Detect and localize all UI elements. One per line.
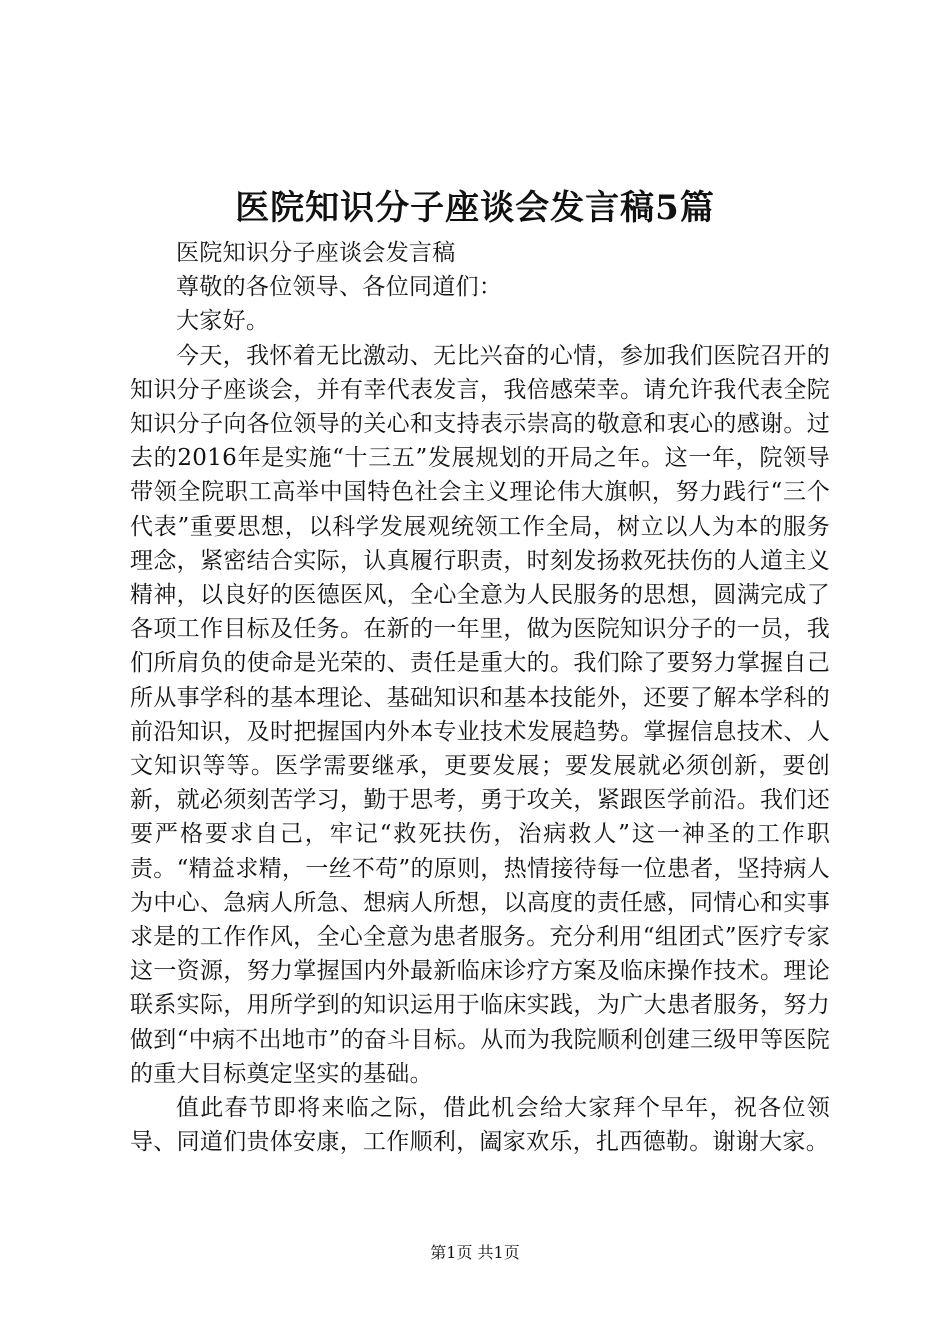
document-title: 医院知识分子座谈会发言稿5篇 (235, 188, 715, 228)
paragraph-salutation: 尊敬的各位领导、各位同道们： (176, 274, 503, 301)
paragraph-greeting: 大家好。 (176, 308, 270, 335)
paragraph-closing: 值此春节即将来临之际，借此机会给大家拜个早年，祝各位领导、同道们贵体安康，工作顺利，阖家欢乐，扎西德勒。谢谢大家。 (130, 1095, 830, 1156)
paragraph-subtitle: 医院知识分子座谈会发言稿 (176, 240, 456, 266)
page-footer: 第1页 共1页 (430, 1243, 520, 1262)
paragraph-main: 今天，我怀着无比激动、无比兴奋的心情，参加我们医院召开的知识分子座谈会，并有幸代表发言，我倍感荣幸。请允许我代表全院知识分子向各位领导的关心和支持表示崇高的敬意和衷心的感谢。过去的2016年是实施“十三五”发展规划的开局之年。这一年，院领导带领全院职工高举中国特色社会主义理论伟大旗帜，努力践行“三个代表”重要思想，以科学发展观统领工作全局，树立以人为本的服务理念，紧密结合实际，认真履行职责，时刻发扬救死扶伤的人道主义精神，以良好的医德医风，全心全意为人民服务的思想，圆满完成了各项工作目标及任务。在新的一年里，做为医院知识分子的一员，我们所肩负的使命是光荣的、责任是重大的。我们除了要努力掌握自己所从事学科的基本理论、基础知识和基本技能外，还要了解本学科的前沿知识，及时把握国内外本专业技术发展趋势。掌握信息技术、人文知识等等。医学需要继承，更要发展；要发展就必须创新，要创新，就必须刻苦学习，勤于思考，勇于攻关，紧跟医学前沿。我们还要严格要求自己，牢记“救死扶伤，治病救人”这一神圣的工作职责。“精益求精，一丝不苟”的原则，热情接待每一位患者，坚持病人为中心、急病人所急、想病人所想，以高度的责任感，同情心和实事求是的工作作风，全心全意为患者服务。充分利用“组团式”医疗专家这一资源，努力掌握国内外最新临床诊疗方案及临床操作技术。理论联系实际，用所学到的知识运用于临床实践，为广大患者服务，努力做到“中病不出地市”的奋斗目标。从而为我院顺利创建三级甲等医院的重大目标奠定坚实的基础。 (130, 342, 830, 1087)
document-body (130, 236, 830, 1159)
